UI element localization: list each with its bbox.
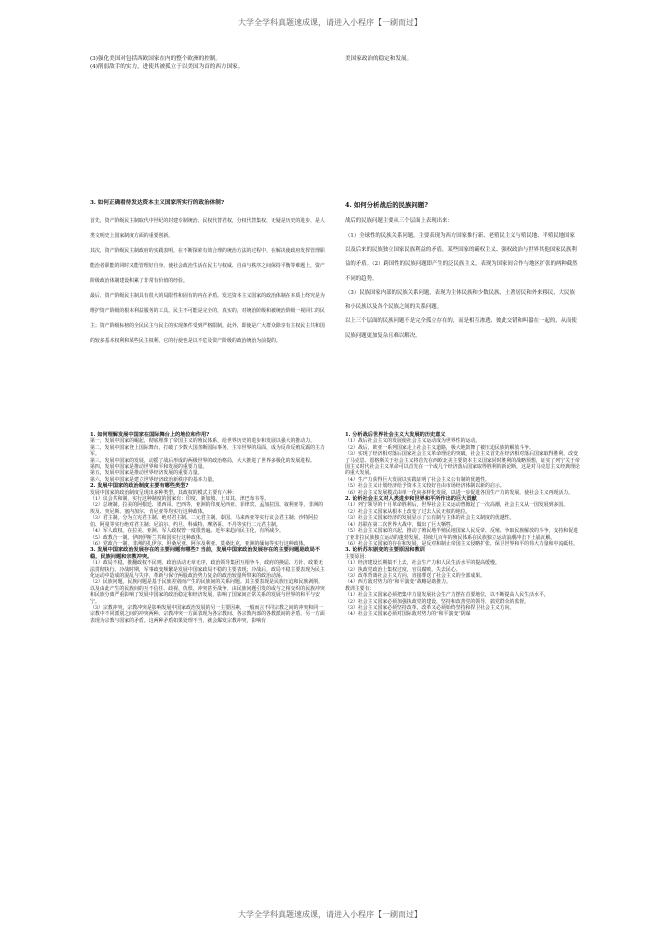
text-line: （2）执政党政治上集权过度，官员腐败，失去民心。 <box>345 566 461 573</box>
text-line: （2）社会主义国家必须加强执政党的建设，坚持和改善党的领导，搞党群众的监督。 <box>345 598 530 605</box>
section-heading: 3. 如何正确看待发达资本主义国家所实行的政治体制? <box>90 200 225 206</box>
text-line: 主要原因： <box>345 553 370 560</box>
text-line: （4）军人政权。在拉美、亚洲、军人政权曾一度很普遍。近年来趋向民主化，有所减少。 <box>90 528 284 535</box>
text-line: （6）党政合一制，非洲的扎伊尔、坦桑尼亚、阿尔及利亚、莫桑比克，亚洲的缅甸等实行这种政体。 <box>90 540 309 547</box>
text-line: 第三，发展中国家的发展，动摇了战后形成的两极世界的政治格局，大大推进了世界多极化的发展进程。 <box>90 457 315 464</box>
question-heading: 1. 分析战后世界社会主义大发展的历史意义 <box>345 432 446 438</box>
text-line: 第四，发展中国家是推动世界和平和发展的重要力量。 <box>90 464 208 471</box>
lower-left-column <box>90 432 326 624</box>
text-line: （4）生产力获得巨大发展以实践证明了社会主义公有制的优越性。 <box>345 476 490 483</box>
text-line: （6）社会主义国家的存在和发展，是反对和制止帝国主义侵略扩张，保卫世界和平的伟大力量和中流砥柱。 <box>345 540 578 547</box>
text-line: (4)削弱敌手的实力，进使其被孤立于以美国为首的西方国家。 <box>90 64 244 70</box>
section-3 <box>90 200 325 349</box>
top-left-block <box>90 55 320 71</box>
text-line: 第二，发展中国家登上国际舞台，打破了少数大国垄断国际事务，主宰世界的局面，成为反帝反殖反霸的主力军。 <box>90 444 325 458</box>
text-line: （2）战后，欧亚一系列国家走上社会主义道路，极大地鼓舞了被压迫民族的解放斗争。 <box>345 444 534 451</box>
text-line: （5）社会主义国家的兴起，推动了殖民地半殖民地国家人民反帝、反殖、争取民族解放的斗争，支持和促进了亚非拉民族独立运动的蓬勃发展，持续几百年的殖民体系在民族独立运动浪潮冲击下土崩瓦解。 <box>345 528 578 541</box>
paragraph: 以上三个层面的民族问题不是完全孤立存在的，而是相互渗透、彼此交错和叫嚣在一起的，从而使民族问题更加复杂且难以解决。 <box>345 318 577 339</box>
text-line: （3）实现了经济相对落后国家社会主义革命理论的突破。社会主义首先在经济相对落后国家取得胜利，改变了马克思、恩格斯关于社会主义将首先在西欧北美主要资本主义国家同时胜利的战略预想，证实了列宁关于帝国主义时代社会主义革命可以首先在一个或几个经济落后国家取得胜利的新论断，这是对马克思主义经典理论的重大发展。 <box>345 451 580 477</box>
section-4 <box>345 202 580 343</box>
text-line: 第六，发展中国家是建立世界经济政治新秩序的基本力量。 <box>90 476 218 483</box>
question-heading: 3. 发展中国家政治发展存在的主要问题有哪些? 当前，发展中国家政治发展存在的主要问题是政局不稳，民族问题和宗教冲突。 <box>90 547 320 560</box>
text-line: 美国家政治的稳定和发展。 <box>345 56 413 62</box>
paragraph: （3）民族国家内部的民族关系问题，表现为主体民族和少数民族、土著居民和外来移民、大民族和小民族以及各个民族之间的关系问题。 <box>345 289 575 311</box>
text-line: （4）苏联在第二次世界大战中，做出了巨大牺牲。 <box>345 521 456 528</box>
text-line: 第五，发展中国家是推动世界经济发展的重要力量。 <box>90 470 203 477</box>
text-line: （1）议会共和制，实行这种制度的国家有：印度、新加坡、土耳其、津巴布韦等。 <box>90 496 270 503</box>
paragraph: 其次，资产阶级民主制政府的实践表明，在不断探索有效合理的统治方法的过程中，在解决使政府发挥管理职能治者职能的同时又能管理好自身，使社会政治生活在民主与权威、自由与秩序之间保持平衡等难题上，资产阶级政治体制建设积累了非常有价值的经验。 <box>90 248 325 285</box>
text-line: （1）战后社会主义的发展使社会主义运动成为世界性的运动。 <box>345 438 481 445</box>
text-line: （1）列宁领导的十月革命胜利后，世界社会主义运动曾掀起了一次高潮，社会主义从一国发展到多国。 <box>345 502 569 509</box>
text-line: （6）社会主义发展模式由单一化向多样化发展，以进一步促进各国生产力的发展，使社会主义再现活力。 <box>345 489 574 496</box>
text-line: （5）社会主义计划经济给予资本主义较好自由市场经济体制以新的启示。 <box>345 483 505 490</box>
text-line: 发展中国家的政治制度呈现出多种类型。其政权的模式主要有六种： <box>90 489 237 496</box>
text-line: （3）改革背离社会主义方向，直接葬送了社会主义的全部成果。 <box>345 572 486 579</box>
text-line: （1）经济建设长期搞不上去，社会生产力和人民生活水平的提高缓慢。 <box>345 560 500 567</box>
text-line: 第一，发展中国家的崛起，彻底埋葬了帝国主义的殖民体系，给世界历史的进步和发展以强大的推动力。 <box>90 438 315 445</box>
paragraph: 战后的民族问题主要从三个层面上表现出来： <box>345 218 453 225</box>
question-heading: 2. 发展中国家的政治制度主要有哪些类型? <box>90 483 189 490</box>
page-footer-banner: 大学全学科真题速成课，请进入小程序【一刷而过】 <box>238 910 422 919</box>
paragraph: （1）全球性的民族关系问题，主要表现为西方国家推行新、老殖民主义与殖民地、半殖民地国家以及后来的民族独立国家民族利益的矛盾，某些国家的霸权主义、强权政治与世界其他国家民族利益的矛盾。（2）跨国性的民族问题即产生的泛民族主义，表现为国家间合作与地区扩张的两种截然不同的趋势。 <box>345 232 578 282</box>
question-heading: 1. 如何理解发展中国家在国际舞台上的地位和作用? <box>90 432 210 438</box>
section-heading: 4. 如何分析战后的民族问题? <box>345 201 428 209</box>
text-line: （1）政局不稳。推翻政权不民则，政治活动无章无序，政治领导集团互相争斗，政府的换届、方针、政策无法贯彻执行。冷战时期，军事政变频繁是发展中国家政局不稳的主要表现；冷战后，政局不稳主要表现为民主化运动中造成的混乱与失序，革新与保守两股政治势力复杂的政治较量所带来的政治动荡。 <box>90 560 325 579</box>
text-line: （2）社会主义国家从根本上改变了过去人民无权的地位。 <box>345 508 471 515</box>
lower-right-column <box>345 432 581 618</box>
text-line: （4）西方敌对势力的“和平演变”战略是助推力。 <box>345 579 451 586</box>
paragraph: 首先，资产阶级民主制取代中世纪的封建专制统治，民权代替君权，分权代替集权，无疑是历史的进步，是人类文明史上国家制度方面的重要创新。 <box>90 218 325 240</box>
question-heading: 2. 论析社会主义对人类进步和世界和平所作出的巨大贡献 <box>345 496 477 503</box>
paragraph: 最后，资产阶级民主制具有很大的局限性和固有的内在矛盾。发达资本主义国家的政治体制在本质上终究是为维护资产阶级的根本利益服务的工具。民主不可能是完全的，真实的，对统治阶级和被统治阶级一视同仁的民主；资产阶级标榜的全民民主与民主的实现条件受到严格限制。此外，即使是广大群众除享有主权民主共和国的较多基本权利和某些民主权利，它的行使也是以不危及资产阶级的政治统治为前提的。 <box>90 292 325 344</box>
text-line: （3）社会主义国家必须坚持改革，改革又必须始终坚持和捍卫社会主义方向。 <box>345 604 515 611</box>
text-line: （2）民族问题。民族问题是基于民族差别而产生的民族间的关系问题。其主要表现是民族压迫和民族剥削，以及由此产生的民族间的互不信任、歧视、仇恨、冲突甚至战争，由民族问题引发的或与之相交织的民族冲突和民族分离严重影响了发展中国家的政治稳定和经济发展，影响了国家间正常关系的发展与世界的和平与安宁。 <box>90 579 325 605</box>
text-line: (3)强化美国对包括西欧国家在内的整个欧洲的控制。 <box>90 56 221 62</box>
page-header-banner: 大学全学科真题速成课，请进入小程序【一刷而过】 <box>238 18 422 27</box>
text-line: （1）社会主义国家必须把集中力量发展社会生产力摆在首要地位，以不断提高人民生活水平。 <box>345 592 549 599</box>
text-line: （5）政教合一制。伊朗伊斯兰共和国实行这种政体。 <box>90 534 206 541</box>
text-line: （3）宗教冲突。宗教冲突是影响发展中国家政治发展的另一主要因素，一般而言不同宗教之间的冲突和同一宗教中不同派别之间的冲突两种。宗教冲突一方面表现为各宗教间、各宗教内部的各教派间的矛盾，另一方面表现为宗教与国家的矛盾。这两种矛盾如果处理不当，就会爆发宗教冲突，影响有 <box>90 604 325 624</box>
question-heading: 3. 论析苏东剧变的主要原因和教训 <box>345 547 425 554</box>
text-line: （2）总统制。拉美的阿根廷、墨西哥、巴西等，亚洲的印度尼西亚、菲律宾，孟加拉国、叙利亚等，非洲的埃及、突尼斯、塞内加尔、肯尼亚等均实行这种政体。 <box>90 502 323 515</box>
text-line: （3）君主制。分为立宪君主制、绝对君主制、二元君主制。泰国、马来西亚等实行议会君主制；沙特阿拉伯、阿曼等实行绝对君主制；尼泊尔、约旦、科威特、摩洛哥、不丹等实行二元君主制。 <box>90 515 319 528</box>
text-line: 教训主要有： <box>345 585 375 592</box>
text-line: （3）社会主义国家经济的发展显示了公有制与主体的社会主义制度的优越性。 <box>345 515 515 522</box>
top-right-block <box>345 55 575 63</box>
text-line: （4）社会主义国家必须对国际敌对势力的“和平演变”阴谋 <box>345 611 471 618</box>
